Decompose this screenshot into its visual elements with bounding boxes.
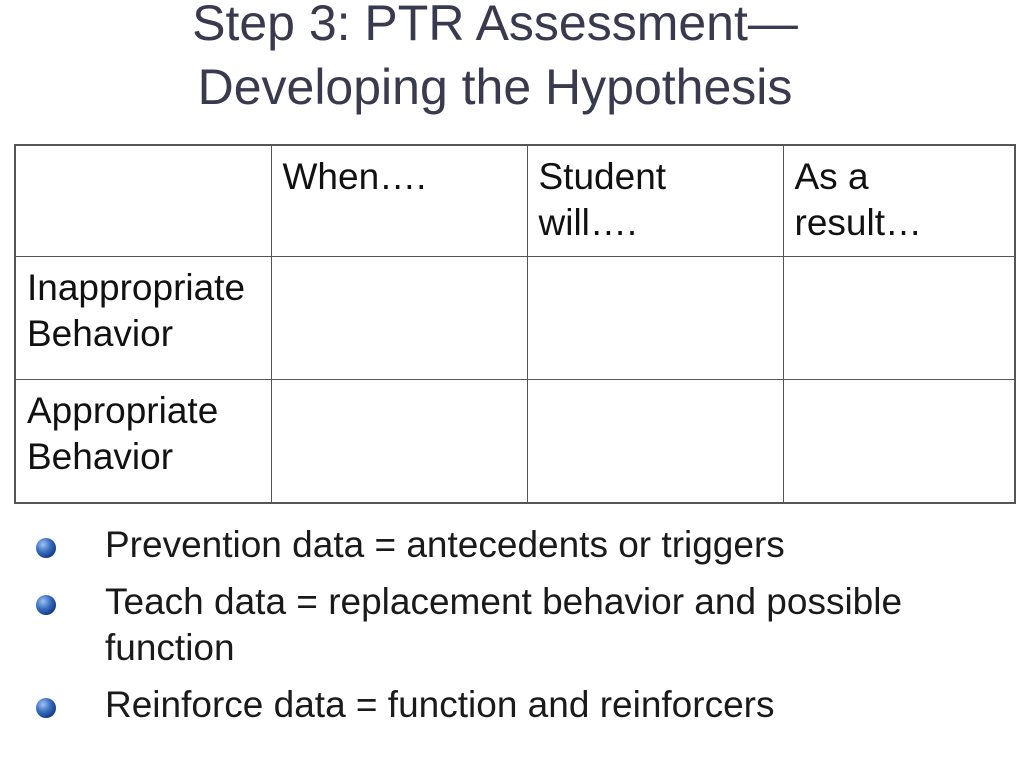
- table-cell: [783, 257, 1015, 380]
- row-label-appropriate: [15, 380, 271, 504]
- header-as-a-result-line-2: result…: [794, 202, 922, 243]
- slide-title-line-1: Step 3: PTR Assessment—: [192, 0, 798, 51]
- header-when-label: When….: [282, 156, 427, 197]
- header-cell-when: [271, 145, 527, 257]
- header-cell-as-a-result: [783, 145, 1015, 257]
- slide-title-line-2: Developing the Hypothesis: [197, 59, 793, 115]
- table-row-inappropriate: [15, 257, 1015, 380]
- bullet-text: Prevention data = antecedents or triggers: [105, 524, 785, 565]
- table-cell: [271, 380, 527, 504]
- header-student-will-line-2: will….: [538, 202, 638, 243]
- bullet-sphere-icon: [36, 595, 56, 615]
- header-cell-student-will: [527, 145, 783, 257]
- bullet-sphere-icon: [36, 698, 56, 718]
- table-cell: [783, 380, 1015, 504]
- bullet-text: Reinforce data = function and reinforcers: [105, 684, 775, 725]
- table-cell: [527, 380, 783, 504]
- header-as-a-result-line-1: As a: [794, 156, 869, 197]
- bullet-list: [34, 522, 994, 739]
- list-item: [34, 579, 994, 671]
- row-label-line-1: Appropriate: [27, 390, 219, 431]
- bullet-sphere-icon: [36, 538, 56, 558]
- header-cell-empty: [15, 145, 271, 257]
- list-item: [34, 522, 994, 568]
- table-cell: [271, 257, 527, 380]
- table-header-row: [15, 145, 1015, 257]
- slide-title: [0, 0, 990, 119]
- row-label-line-1: Inappropriate: [27, 267, 246, 308]
- hypothesis-table: [14, 144, 1016, 504]
- list-item: [34, 682, 994, 728]
- row-label-line-2: Behavior: [27, 436, 174, 477]
- table-cell: [527, 257, 783, 380]
- bullet-text: Teach data = replacement behavior and possible function: [105, 581, 903, 668]
- row-label-inappropriate: [15, 257, 271, 380]
- table-row-appropriate: [15, 380, 1015, 504]
- header-student-will-line-1: Student: [538, 156, 667, 197]
- row-label-line-2: Behavior: [27, 313, 174, 354]
